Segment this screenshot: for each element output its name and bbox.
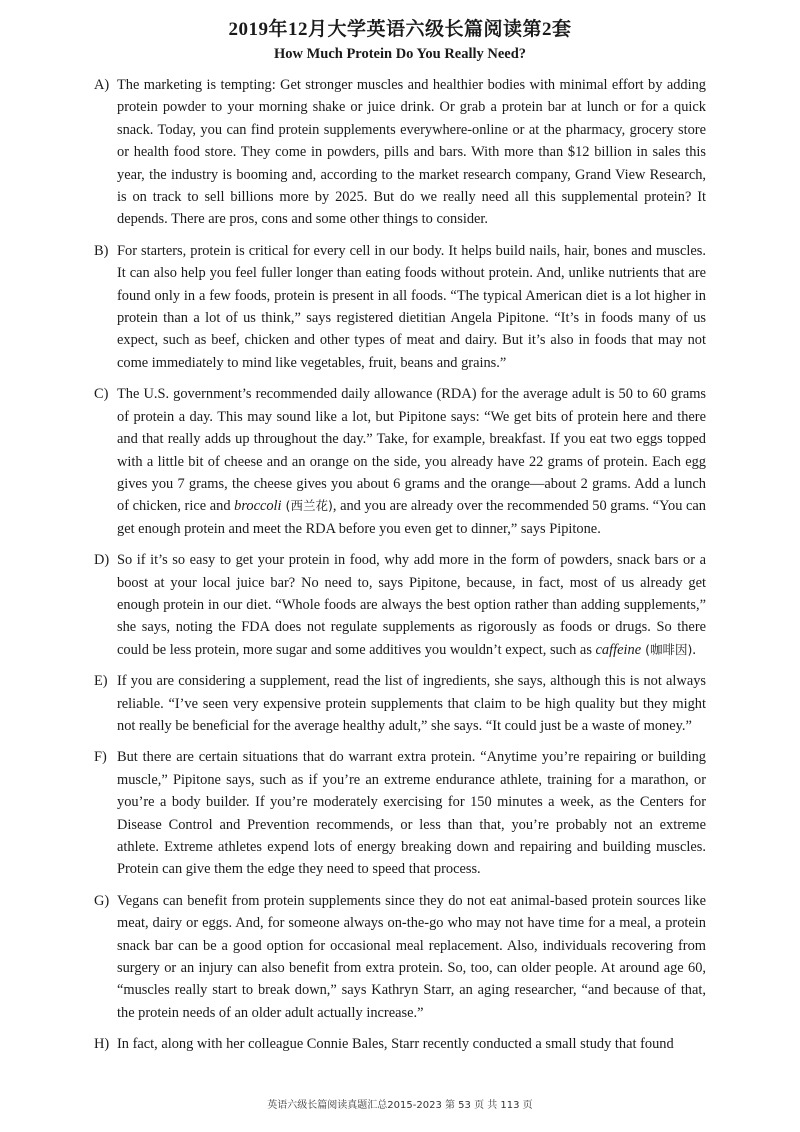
paragraph-letter: E) — [94, 673, 108, 690]
paragraph-letter: G) — [94, 892, 110, 909]
paragraph-text: In fact, along with her colleague Connie Bales, Starr recently conducted a small study that found — [117, 1036, 674, 1053]
italic-term: caffeine — [595, 641, 642, 658]
paragraph-letter: F) — [94, 749, 107, 766]
page-footer: 英语六级长篇阅读真题汇总2015-2023 第 53 页 共 113 页 — [267, 1100, 533, 1111]
paragraph-text: The U.S. government’s recommended daily allowance (RDA) for the average adult is 50 to 60 grams of protein a day. This may sound like a lot, but Pipitone says: “We get bits of protein here and there and that really adds up throughout the day.” Take, for example, breakfast. If you eat two eggs topped with a little bit of cheese and an orange on the side, you already have 22 grams of protein. Each egg gives you 7 grams, the cheese gives you about 6 grams and the orange—about 2 grams. Add a lunch of chicken, rice and — [117, 386, 706, 515]
paragraph-f — [94, 746, 706, 880]
chinese-gloss: (西兰花) — [281, 498, 333, 514]
paragraph-letter: B) — [94, 242, 109, 259]
paragraph-g — [94, 890, 706, 1024]
paragraph-text-continued: , and you are already over the recommended 50 grams. “You can get enough protein and meet the RDA before you even get to dinner,” says Pipitone. — [117, 498, 706, 537]
article-body — [94, 74, 706, 1065]
chinese-gloss: (咖啡因) — [641, 641, 693, 657]
paragraph-text: Vegans can benefit from protein supplements since they do not eat animal-based protein sources like meat, dairy or eggs. And, for someone always on-the-go who may not have time for a meal, a protein snack bar can be a good option for occasional meal replacement. Also, individuals recovering from surgery or an injury can also benefit from extra protein. So, too, can older people. At around age 60, “muscles really start to break down,” says Kathryn Starr, an aging researcher, “and because of that, the protein needs of an older adult actually increase.” — [117, 892, 706, 1021]
paragraph-text: For starters, protein is critical for every cell in our body. It helps build nails, hair, bones and muscles. It can also help you feel fuller longer than eating foods without protein. And, unlike nutrients that are found only in a few foods, protein is present in all foods. “The typical American diet is a lot higher in protein than a lot of us think,” says registered dietitian Angela Pipitone. “It’s in foods many of us expect, such as beef, chicken and other types of meat and dairy. But it’s also in foods that may not come immediately to mind like vegetables, fruit, beans and grains.” — [117, 242, 706, 371]
paragraph-letter: C) — [94, 386, 109, 403]
paragraph-text: But there are certain situations that do warrant extra protein. “Anytime you’re repairing or building muscle,” Pipitone says, such as if you’re an extreme endurance athlete, training for a marathon, or you’re a body builder. If you’re moderately exercising for 150 minutes a week, as the Centers for Disease Control and Prevention recommends, or less than that, you’re probably not an extreme athlete. Extreme athletes expend lots of energy breaking down and repairing and building muscles. Protein can give them the edge they need to speed that process. — [117, 749, 706, 878]
paragraph-d — [94, 549, 706, 661]
page-title: 2019年12月大学英语六级长篇阅读第2套 — [228, 19, 572, 40]
italic-term: broccoli — [234, 498, 282, 515]
paragraph-text: If you are considering a supplement, read the list of ingredients, she says, although this is not always reliable. “I’ve seen very expensive protein supplements that claim to be high quality but they might not really be beneficial for the average healthy adult,” she says. “It could just be a waste of money.” — [117, 673, 706, 734]
paragraph-text: The marketing is tempting: Get stronger muscles and healthier bodies with minimal effort by adding protein powder to your morning shake or juice drink. Or grab a protein bar at lunch or for a quick snack. Today, you can find protein supplements everywhere-online or at the pharmacy, grocery store or health food store. They come in powders, pills and bars. With more than $12 billion in sales this year, the industry is booming and, according to the market research company, Grand View Research, is on track to sell billions more by 2025. But do we really need all this supplemental protein? It depends. There are pros, cons and some other things to consider. — [117, 77, 706, 228]
paragraph-b — [94, 240, 706, 374]
paragraph-c — [94, 383, 706, 540]
paragraph-letter: D) — [94, 552, 110, 569]
paragraph-text: So if it’s so easy to get your protein in food, why add more in the form of powders, snack bars or a boost at your local juice bar? No need to, says Pipitone, because, in fact, most of us already get enough protein in our diet. “Whole foods are always the best option rather than adding supplements,” she says, noting the FDA does not regulate supplements as rigorously as foods or drugs. So there could be less protein, more sugar and some additives you wouldn’t expect, such as — [117, 552, 706, 658]
paragraph-h — [94, 1033, 706, 1055]
paragraph-text-continued: . — [692, 641, 696, 658]
paragraph-letter: A) — [94, 77, 110, 93]
paragraph-a — [94, 74, 706, 231]
paragraph-e — [94, 670, 706, 737]
paragraph-letter: H) — [94, 1036, 110, 1053]
article-title: How Much Protein Do You Really Need? — [273, 46, 527, 62]
